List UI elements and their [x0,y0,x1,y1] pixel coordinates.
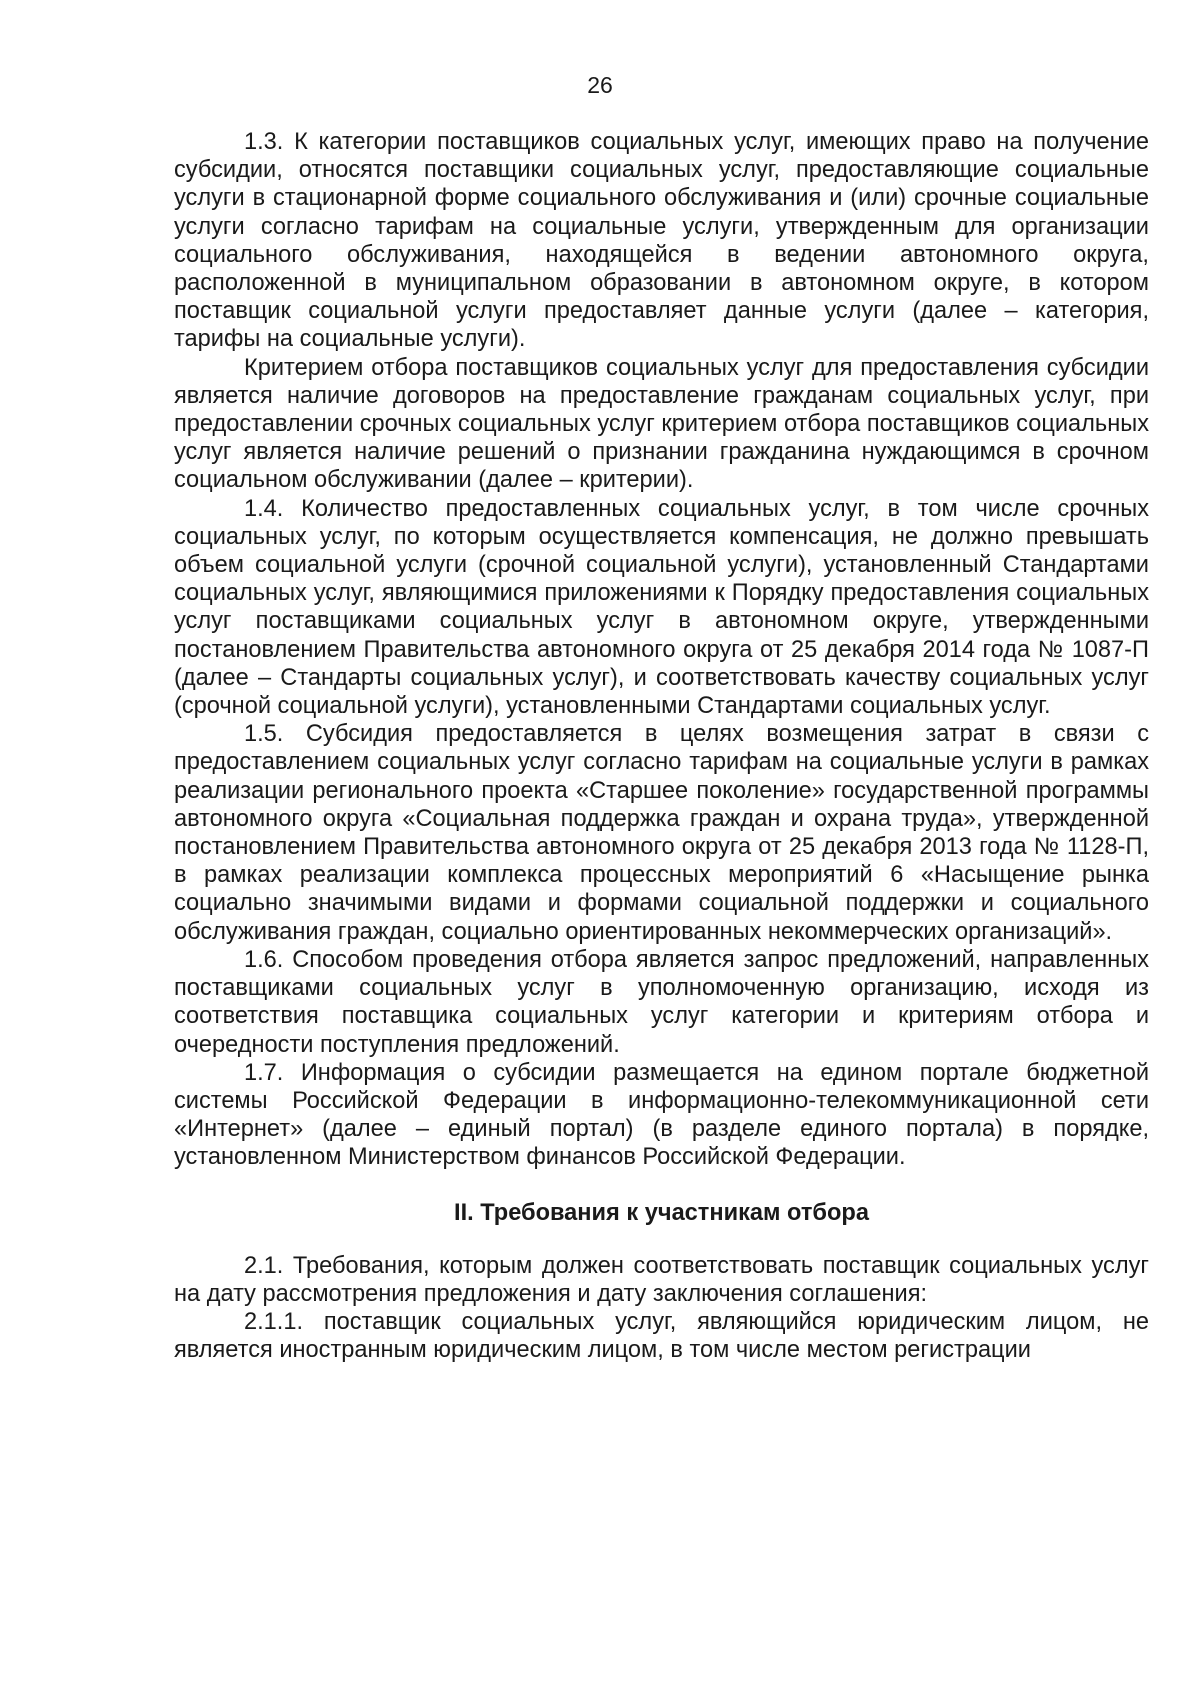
paragraph-1-3: 1.3. К категории поставщиков социальных услуг, имеющих право на получение субсидии, относятся поставщики социальных услуг, предоставляющие социальные услуги в стационарной форме социального обслуживания и (или) срочные социальные услуги согласно тарифам на социальные услуги, утвержденным для организации социального обслуживания, находящейся в ведении автономного округа, расположенной в муниципальном образовании в автономном округе, в котором поставщик социальной услуги предоставляет данные услуги (далее – категория, тарифы на социальные услуги). [174,129,1149,353]
section-heading: II. Требования к участникам отбора [454,1199,869,1226]
paragraph-1-4: 1.4. Количество предоставленных социальных услуг, в том числе срочных социальных услуг, по которым осуществляется компенсация, не должно превышать объем социальной услуги (срочной социальной услуги), установленный Стандартами социальных услуг, являющимися приложениями к Порядку предоставления социальных услуг поставщиками социальных услуг в автономном округе, утвержденными постановлением Правительства автономного округа от 25 декабря 2014 года № 1087-П (далее – Стандарты социальных услуг), и соответствовать качеству социальных услуг (срочной социальной услуги), установленными Стандартами социальных услуг. [174,495,1149,720]
document-body [174,128,1149,1365]
page-number: 26 [587,72,613,98]
paragraph-1-5: 1.5. Субсидия предоставляется в целях возмещения затрат в связи с предоставлением социальных услуг согласно тарифам на социальные услуги в рамках реализации регионального проекта «Старшее поколение» государственной программы автономного округа «Социальная поддержка граждан и охрана труда», утвержденной постановлением Правительства автономного округа от 25 декабря 2013 года № 1128-П, в рамках реализации комплекса процессных мероприятий 6 «Насыщение рынка социально значимыми видами и формами социальной поддержки и социального обслуживания граждан, социально ориентированных некоммерческих организаций». [174,721,1149,945]
paragraph-2-1: 2.1. Требования, которым должен соответствовать поставщик социальных услуг на дату рассмотрения предложения и дату заключения соглашения: [174,1252,1149,1307]
paragraph-1-6: 1.6. Способом проведения отбора является запрос предложений, направленных поставщиками социальных услуг в уполномоченную организацию, исходя из соответствия поставщика социальных услуг категории и критериям отбора и очередности поступления предложений. [174,946,1149,1058]
paragraph-criteria: Критерием отбора поставщиков социальных услуг для предоставления субсидии является наличие договоров на предоставление гражданам социальных услуг, при предоставлении срочных социальных услуг критерием отбора поставщиков социальных услуг является наличие решений о признании гражданина нуждающимся в срочном социальном обслуживании (далее – критерии). [174,354,1149,494]
paragraph-1-7: 1.7. Информация о субсидии размещается на едином портале бюджетной системы Российской Федерации в информационно-телекоммуникационной сети «Интернет» (далее – единый портал) (в разделе единого портала) в порядке, установленном Министерством финансов Российской Федерации. [174,1059,1149,1171]
paragraph-2-1-1: 2.1.1. поставщик социальных услуг, являющийся юридическим лицом, не является иностранным юридическим лицом, в том числе местом регистрации [174,1309,1149,1364]
